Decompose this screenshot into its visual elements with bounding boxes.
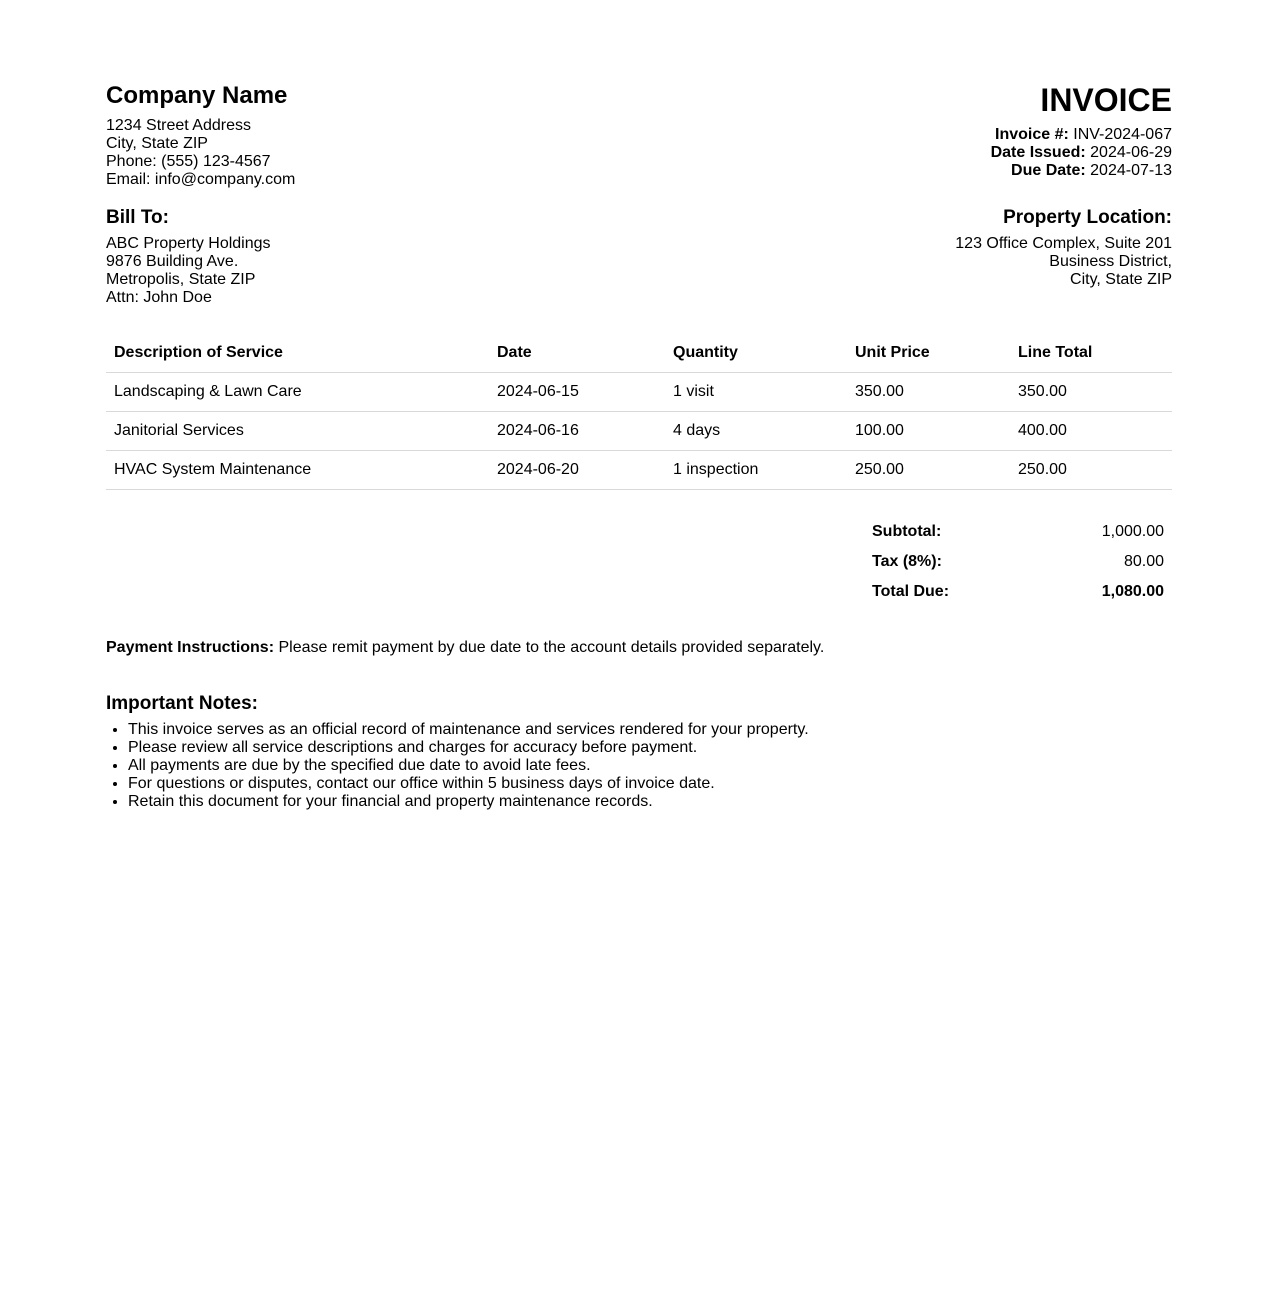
company-address: 1234 Street Address bbox=[106, 117, 251, 134]
invoice-due-label: Due Date: bbox=[1011, 162, 1086, 179]
services-table bbox=[106, 333, 1172, 490]
company-phone: Phone: (555) 123-4567 bbox=[106, 153, 271, 170]
table-row bbox=[106, 373, 1172, 412]
invoice-number-label: Invoice #: bbox=[995, 126, 1069, 143]
cell-unit-price: 100.00 bbox=[847, 412, 1010, 451]
cell-line-total: 250.00 bbox=[1010, 451, 1172, 490]
cell-quantity: 1 visit bbox=[665, 373, 847, 412]
invoice-page bbox=[106, 0, 1172, 810]
total-due-row bbox=[864, 577, 1172, 607]
invoice-title: INVOICE bbox=[1040, 82, 1172, 118]
list-item: • Please review all service descriptions and charges for accuracy before payment. bbox=[128, 739, 809, 757]
total-due-label: Total Due: bbox=[872, 583, 950, 600]
notes-list bbox=[106, 721, 809, 811]
table-header-row bbox=[106, 333, 1172, 373]
table-row bbox=[106, 412, 1172, 451]
tax-label: Tax (8%): bbox=[872, 553, 942, 570]
cell-quantity: 4 days bbox=[665, 412, 847, 451]
cell-date: 2024-06-16 bbox=[489, 412, 665, 451]
invoice-number-value: INV-2024-067 bbox=[1073, 126, 1172, 143]
bill-to-line: ABC Property Holdings bbox=[106, 235, 271, 252]
property-address bbox=[955, 235, 1172, 289]
invoice-due bbox=[991, 162, 1172, 180]
bill-to-address bbox=[106, 235, 271, 307]
cell-line-total: 400.00 bbox=[1010, 412, 1172, 451]
header-description: Description of Service bbox=[106, 333, 489, 373]
bill-to-line: Attn: John Doe bbox=[106, 289, 212, 306]
invoice-issued-label: Date Issued: bbox=[990, 144, 1086, 161]
total-due-value: 1,080.00 bbox=[1101, 583, 1164, 600]
cell-description: HVAC System Maintenance bbox=[106, 451, 489, 490]
company-city: City, State ZIP bbox=[106, 135, 208, 152]
header-line-total: Line Total bbox=[1010, 333, 1172, 373]
bill-to-line: Metropolis, State ZIP bbox=[106, 271, 256, 288]
property-line: Business District, bbox=[1049, 253, 1172, 270]
bill-to-section bbox=[106, 207, 271, 307]
bill-to-title: Bill To: bbox=[106, 207, 169, 228]
property-line: City, State ZIP bbox=[1070, 271, 1172, 288]
company-email: Email: info@company.com bbox=[106, 171, 296, 188]
list-item: • Retain this document for your financial and property maintenance records. bbox=[128, 793, 809, 811]
property-location-section bbox=[955, 207, 1172, 289]
cell-line-total: 350.00 bbox=[1010, 373, 1172, 412]
subtotal-value: 1,000.00 bbox=[1101, 523, 1164, 540]
cell-date: 2024-06-15 bbox=[489, 373, 665, 412]
cell-unit-price: 250.00 bbox=[847, 451, 1010, 490]
cell-unit-price: 350.00 bbox=[847, 373, 1010, 412]
invoice-due-value: 2024-07-13 bbox=[1090, 162, 1172, 179]
subtotal-label: Subtotal: bbox=[872, 523, 942, 540]
payment-instructions-text: Please remit payment by due date to the account details provided separately. bbox=[274, 639, 825, 656]
totals-table bbox=[864, 517, 1172, 607]
invoice-number bbox=[991, 126, 1172, 144]
subtotal-row bbox=[864, 517, 1172, 547]
invoice-issued bbox=[991, 144, 1172, 162]
company-info bbox=[106, 117, 295, 189]
payment-instructions bbox=[106, 639, 824, 657]
company-name: Company Name bbox=[106, 82, 288, 109]
header-unit-price: Unit Price bbox=[847, 333, 1010, 373]
list-item: • All payments are due by the specified due date to avoid late fees. bbox=[128, 757, 809, 775]
table-row bbox=[106, 451, 1172, 490]
important-notes-title: Important Notes: bbox=[106, 693, 258, 714]
cell-description: Landscaping & Lawn Care bbox=[106, 373, 489, 412]
tax-row bbox=[864, 547, 1172, 577]
property-line: 123 Office Complex, Suite 201 bbox=[955, 235, 1172, 252]
list-item: • This invoice serves as an official record of maintenance and services rendered for your property. bbox=[128, 721, 809, 739]
tax-value: 80.00 bbox=[1123, 553, 1164, 570]
list-item: • For questions or disputes, contact our office within 5 business days of invoice date. bbox=[128, 775, 809, 793]
cell-description: Janitorial Services bbox=[106, 412, 489, 451]
cell-date: 2024-06-20 bbox=[489, 451, 665, 490]
cell-quantity: 1 inspection bbox=[665, 451, 847, 490]
header-quantity: Quantity bbox=[665, 333, 847, 373]
invoice-issued-value: 2024-06-29 bbox=[1090, 144, 1172, 161]
payment-instructions-label: Payment Instructions: bbox=[106, 639, 275, 656]
bill-to-line: 9876 Building Ave. bbox=[106, 253, 239, 270]
important-notes-section bbox=[106, 693, 809, 811]
invoice-meta bbox=[991, 126, 1172, 180]
property-location-title: Property Location: bbox=[1003, 207, 1172, 228]
header-date: Date bbox=[489, 333, 665, 373]
